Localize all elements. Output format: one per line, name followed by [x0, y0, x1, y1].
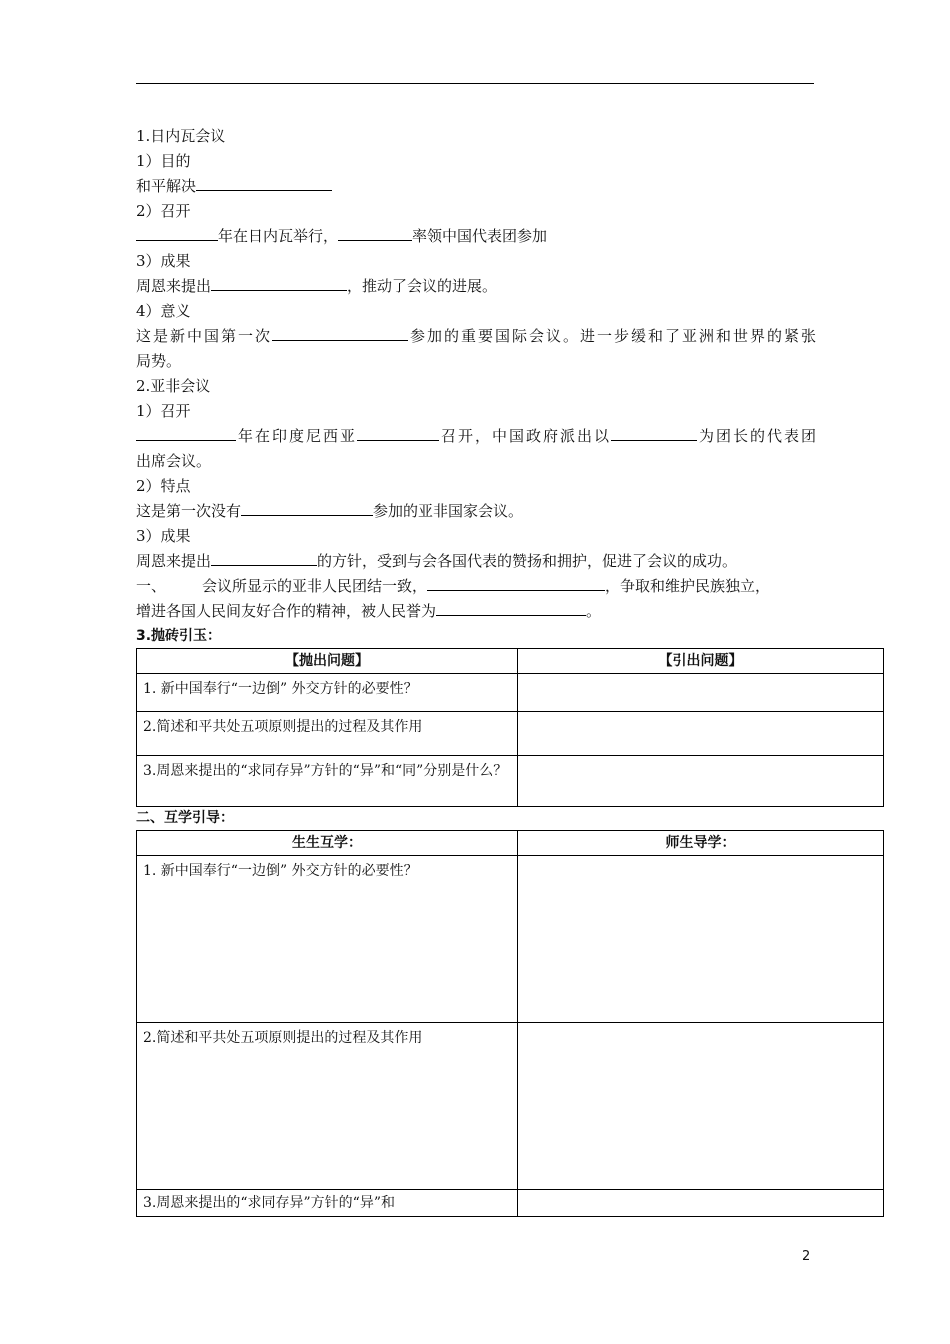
geneva-result-line: 周恩来提出 ，推动了会议的进展。 [136, 274, 816, 299]
column-header-right: 【引出问题】 [518, 649, 884, 674]
table-header-row [137, 831, 884, 856]
table-row [137, 1023, 884, 1190]
page-number: 2 [802, 1249, 811, 1264]
table-header-row [137, 649, 884, 674]
table-row [137, 674, 884, 712]
geneva-title: 1.日内瓦会议 [136, 127, 226, 145]
fill-blank[interactable] [272, 324, 408, 341]
fill-blank[interactable] [136, 224, 218, 241]
question-text: 2.简述和平共处五项原则提出的过程及其作用 [143, 1030, 423, 1046]
question-text: 2.简述和平共处五项原则提出的过程及其作用 [143, 719, 423, 735]
answer-cell[interactable] [518, 856, 884, 1023]
fill-blank[interactable] [211, 274, 347, 291]
geneva-meaning-continued: 局势。 [136, 352, 182, 370]
section-3-title: 3.抛砖引玉： [136, 628, 222, 644]
question-text: 3.周恩来提出的“求同存异”方针的“异”和“同”分别是什么？ [143, 763, 508, 779]
bandung-convene-continued: 出席会议。 [136, 452, 212, 470]
answer-cell[interactable] [518, 712, 884, 756]
header-rule [136, 83, 814, 84]
geneva-meaning-line: 这是新中国第一次 参加的重要国际会议。进一步缓和了亚洲和世界的紧张 [136, 324, 816, 349]
fill-blank[interactable] [611, 424, 697, 441]
column-header-right: 师生导学： [518, 831, 884, 856]
table-row [137, 856, 884, 1023]
answer-cell[interactable] [518, 756, 884, 807]
answer-cell[interactable] [518, 1023, 884, 1190]
mutual-learning-table [136, 830, 884, 1217]
geneva-convene-line: 年在日内瓦举行， 率领中国代表团参加 [136, 224, 816, 249]
fill-blank[interactable] [196, 174, 332, 191]
question-text: 1. 新中国奉行“一边倒” 外交方针的必要性？ [143, 863, 418, 879]
bandung-feature-heading: 2）特点 [136, 477, 191, 495]
bandung-result-heading: 3）成果 [136, 527, 191, 545]
bandung-spirit-continued: 增进各国人民间友好合作的精神，被人民誉为 。 [136, 599, 816, 624]
column-header-left: 生生互学： [137, 831, 518, 856]
answer-cell[interactable] [518, 1190, 884, 1217]
bandung-feature-line: 这是第一次没有 参加的亚非国家会议。 [136, 499, 816, 524]
geneva-meaning-heading: 4）意义 [136, 302, 191, 320]
table-row [137, 1190, 884, 1217]
geneva-result-heading: 3）成果 [136, 252, 191, 270]
column-header-left: 【抛出问题】 [137, 649, 518, 674]
geneva-goal-line: 和平解决 [136, 174, 816, 199]
question-table [136, 648, 884, 807]
fill-blank[interactable] [211, 549, 317, 566]
bandung-convene-heading: 1）召开 [136, 402, 191, 420]
bandung-spirit-line: 一、 会议所显示的亚非人民团结一致， ，争取和维护民族独立， [136, 574, 816, 599]
fill-blank[interactable] [338, 224, 412, 241]
fill-blank[interactable] [241, 499, 373, 516]
geneva-goal-heading: 1）目的 [136, 152, 191, 170]
bandung-result-line: 周恩来提出 的方针，受到与会各国代表的赞扬和拥护，促进了会议的成功。 [136, 549, 816, 574]
section-two-title: 二、互学引导： [136, 810, 234, 826]
question-text: 3.周恩来提出的“求同存异”方针的“异”和 [143, 1195, 395, 1211]
answer-cell[interactable] [518, 674, 884, 712]
review-section [136, 124, 816, 624]
fill-blank[interactable] [436, 599, 586, 616]
geneva-convene-heading: 2）召开 [136, 202, 191, 220]
fill-blank[interactable] [357, 424, 439, 441]
fill-blank[interactable] [427, 574, 605, 591]
question-text: 1. 新中国奉行“一边倒” 外交方针的必要性？ [143, 681, 418, 697]
fill-blank[interactable] [136, 424, 236, 441]
bandung-title: 2.亚非会议 [136, 377, 211, 395]
bandung-convene-line: 年在印度尼西亚 召开，中国政府派出以 为团长的代表团 [136, 424, 816, 449]
table-row [137, 712, 884, 756]
table-row [137, 756, 884, 807]
